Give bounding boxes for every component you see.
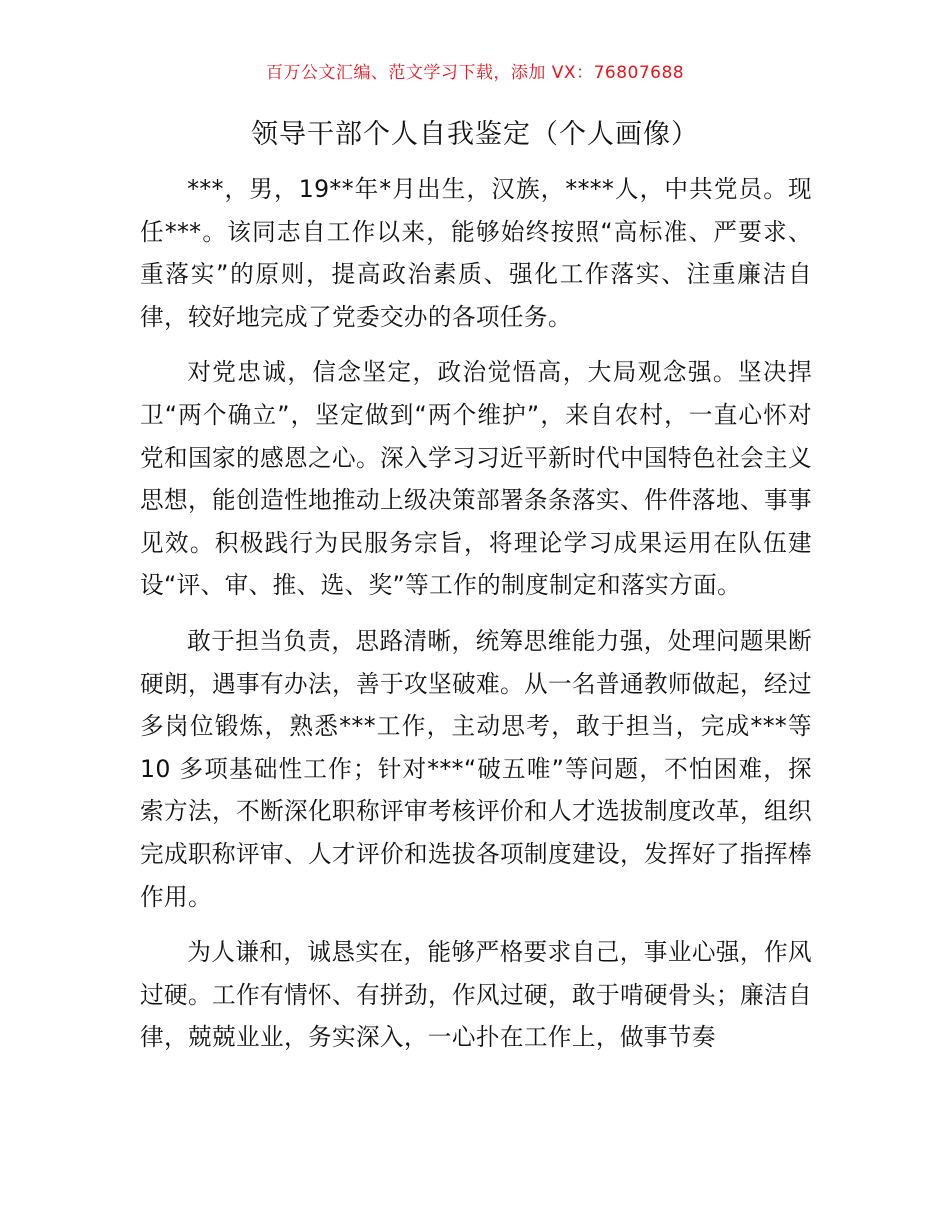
paragraph-political-loyalty: 对党忠诚，信念坚定，政治觉悟高，大局观念强。坚决捍卫“两个确立”，坚定做到“两个维护”，来自农村，一直心怀对党和国家的感恩之心。深入学习习近平新时代中国特色社会主义思想，能创造性地推动上级决策部署条条落实、件件落地、事事见效。积极践行为民服务宗旨，将理论学习成果运用在队伍建设“评、审、推、选、奖”等工作的制度制定和落实方面。 [140,358,812,600]
paragraph-responsibility: 敢于担当负责，思路清晰，统筹思维能力强，处理问题果断硬朗，遇事有办法，善于攻坚破难。从一名普通教师做起，经过多岗位锻炼，熟悉***工作，主动思考，敢于担当，完成***等 10 多项基础性工作；针对***“破五唯”等问题，不怕困难，探索方法，不断深化职称评审考核评价和人才选拔制度改革，组织完成职称评审、人才评价和选拔各项制度建设，发挥好了指挥棒作用。 [140,626,812,911]
download-contact-note: 百万公文汇编、范文学习下载，添加 VX：76807688 [265,63,685,83]
paragraph-intro: ***，男，19**年*月出生，汉族，****人，中共党员。现任***。该同志自工作以来，能够始终按照“高标准、严要求、重落实”的原则，提高政治素质、强化工作落实、注重廉洁自律，较好地完成了党委交办的各项任务。 [140,175,812,331]
document-body [140,168,812,1072]
paragraph-character: 为人谦和，诚恳实在，能够严格要求自己，事业心强，作风过硬。工作有情怀、有拼劲，作风过硬，敢于啃硬骨头；廉洁自律，兢兢业业，务实深入，一心扑在工作上，做事节奏 [140,938,812,1052]
document-title: 领导干部个人自我鉴定（个人画像） [251,119,699,150]
